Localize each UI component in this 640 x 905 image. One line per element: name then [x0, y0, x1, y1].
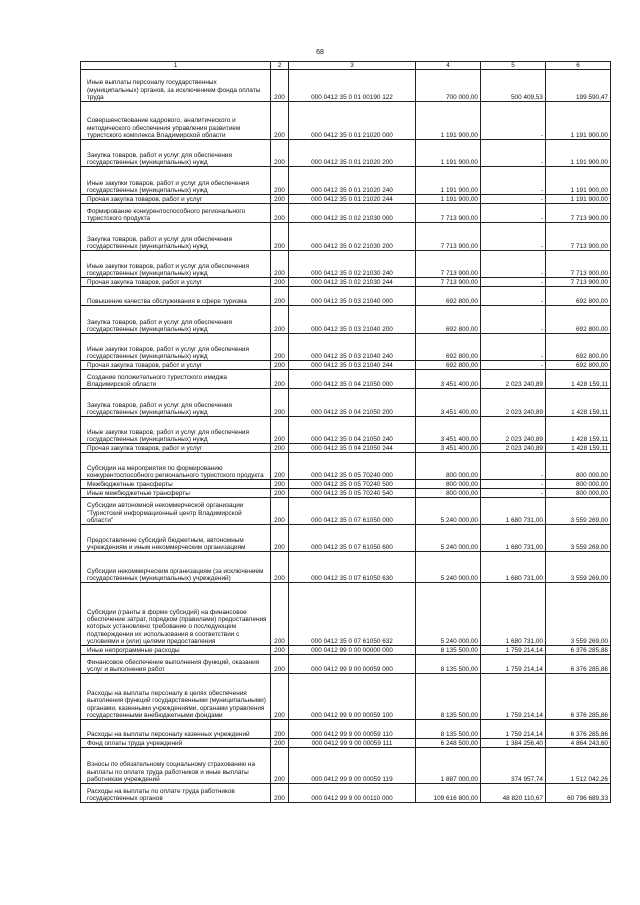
row-executed: -	[481, 223, 546, 251]
row-approved: 692 800,00	[416, 334, 481, 361]
row-name: Закупка товаров, работ и услуг для обеспечения государственных (муниципальных) нужд	[81, 223, 271, 251]
page-number: 68	[316, 49, 324, 56]
row-approved: 1 191 900,00	[416, 167, 481, 195]
row-name: Фонд оплаты труда учреждений	[81, 739, 271, 748]
table-row	[81, 489, 611, 498]
row-name: Иные выплаты персоналу государственных (муниципальных) органов, за исключением фонда оплаты труда	[81, 70, 271, 102]
row-budget-code: 000 0412 35 0 02 21030 240	[289, 251, 416, 278]
row-unexecuted: 6 376 285,86	[546, 655, 611, 674]
table-row	[81, 552, 611, 583]
row-name: Создание положительного туристского имиджа Владимирской области	[81, 370, 271, 389]
row-approved: 7 713 900,00	[416, 278, 481, 287]
row-name: Прочая закупка товаров, работ и услуг	[81, 278, 271, 287]
row-line-code: 200	[271, 498, 289, 525]
row-line-code: 200	[271, 784, 289, 803]
header-cell: 6	[546, 62, 611, 70]
row-budget-code: 000 0412 99 0 00 00000 000	[289, 646, 416, 655]
row-unexecuted: 1 191 900,00	[546, 195, 611, 204]
row-approved: 800 000,00	[416, 489, 481, 498]
row-approved: 1 191 900,00	[416, 140, 481, 167]
row-line-code: 200	[271, 287, 289, 306]
row-budget-code: 000 0412 35 0 01 21020 240	[289, 167, 416, 195]
row-budget-code: 000 0412 35 0 03 21040 240	[289, 334, 416, 361]
row-line-code: 200	[271, 739, 289, 748]
row-unexecuted: 7 713 900,00	[546, 251, 611, 278]
row-budget-code: 000 0412 35 0 05 70240 000	[289, 453, 416, 480]
row-unexecuted: 1 428 159,11	[546, 444, 611, 453]
row-executed: 48 820 110,67	[481, 784, 546, 803]
row-line-code: 200	[271, 444, 289, 453]
table-header-row	[81, 62, 611, 70]
row-executed: -	[481, 287, 546, 306]
row-executed: -	[481, 489, 546, 498]
row-line-code: 200	[271, 70, 289, 102]
row-line-code: 200	[271, 195, 289, 204]
row-unexecuted: 1 191 900,00	[546, 102, 611, 140]
header-cell: 5	[481, 62, 546, 70]
row-name: Прочая закупка товаров, работ и услуг	[81, 444, 271, 453]
header-cell: 2	[271, 62, 289, 70]
row-unexecuted: 800 000,00	[546, 489, 611, 498]
table-row	[81, 525, 611, 552]
table-row	[81, 444, 611, 453]
row-unexecuted: 6 376 285,86	[546, 646, 611, 655]
row-budget-code: 000 0412 35 0 07 61050 000	[289, 498, 416, 525]
row-unexecuted: 692 800,00	[546, 306, 611, 334]
table-row	[81, 498, 611, 525]
row-executed: -	[481, 167, 546, 195]
row-approved: 109 616 800,00	[416, 784, 481, 803]
row-unexecuted: 1 428 159,11	[546, 370, 611, 389]
row-unexecuted: 4 864 243,60	[546, 739, 611, 748]
row-name: Взносы по обязательному социальному страхованию на выплаты по оплате труда работников и иные выплаты работникам учреждений	[81, 748, 271, 784]
row-approved: 3 451 400,00	[416, 370, 481, 389]
row-line-code: 200	[271, 306, 289, 334]
row-executed: 1 680 731,00	[481, 498, 546, 525]
row-unexecuted: 800 000,00	[546, 453, 611, 480]
row-approved: 692 800,00	[416, 287, 481, 306]
header-cell: 3	[289, 62, 416, 70]
table-row	[81, 287, 611, 306]
row-approved: 700 000,00	[416, 70, 481, 102]
row-executed: 1 759 214,14	[481, 646, 546, 655]
row-executed: -	[481, 334, 546, 361]
row-approved: 3 451 400,00	[416, 417, 481, 444]
row-approved: 5 240 000,00	[416, 583, 481, 646]
row-unexecuted: 1 191 900,00	[546, 167, 611, 195]
row-executed: 1 680 731,00	[481, 525, 546, 552]
row-unexecuted: 6 376 285,86	[546, 674, 611, 720]
row-approved: 1 887 000,00	[416, 748, 481, 784]
row-name: Субсидии автономной некоммерческой организации "Туристский информационный центр Владимирской области"	[81, 498, 271, 525]
row-approved: 3 451 400,00	[416, 389, 481, 417]
budget-table	[80, 61, 611, 803]
row-approved: 5 240 000,00	[416, 552, 481, 583]
table-row	[81, 655, 611, 674]
row-unexecuted: 199 590,47	[546, 70, 611, 102]
row-line-code: 200	[271, 223, 289, 251]
row-name: Иные закупки товаров, работ и услуг для обеспечения государственных (муниципальных) нужд	[81, 251, 271, 278]
row-line-code: 200	[271, 453, 289, 480]
row-unexecuted: 7 713 900,00	[546, 204, 611, 223]
table-row	[81, 167, 611, 195]
table-row	[81, 646, 611, 655]
row-unexecuted: 60 796 689,33	[546, 784, 611, 803]
row-executed: 1 759 214,14	[481, 674, 546, 720]
row-executed: 1 759 214,14	[481, 720, 546, 739]
row-unexecuted: 3 559 269,00	[546, 498, 611, 525]
row-budget-code: 000 0412 35 0 04 21050 244	[289, 444, 416, 453]
row-executed: -	[481, 140, 546, 167]
row-budget-code: 000 0412 99 9 00 00059 110	[289, 720, 416, 739]
row-executed: 374 957,74	[481, 748, 546, 784]
table-row	[81, 334, 611, 361]
row-executed: -	[481, 195, 546, 204]
row-unexecuted: 7 713 900,00	[546, 223, 611, 251]
row-line-code: 200	[271, 489, 289, 498]
table-row	[81, 251, 611, 278]
row-approved: 7 713 900,00	[416, 223, 481, 251]
row-executed: 2 023 240,89	[481, 444, 546, 453]
row-budget-code: 000 0412 35 0 07 61050 600	[289, 525, 416, 552]
row-name: Закупка товаров, работ и услуг для обеспечения государственных (муниципальных) нужд	[81, 389, 271, 417]
row-name: Повышение качества обслуживания в сфере туризма	[81, 287, 271, 306]
row-unexecuted: 692 800,00	[546, 287, 611, 306]
row-budget-code: 000 0412 35 0 05 70240 540	[289, 489, 416, 498]
row-line-code: 200	[271, 583, 289, 646]
row-executed: 1 680 731,00	[481, 552, 546, 583]
row-approved: 800 000,00	[416, 453, 481, 480]
row-executed: 2 023 240,89	[481, 417, 546, 444]
row-name: Расходы на выплаты по оплате труда работников государственных органов	[81, 784, 271, 803]
row-approved: 800 000,00	[416, 480, 481, 489]
row-budget-code: 000 0412 35 0 04 21050 000	[289, 370, 416, 389]
table-row	[81, 674, 611, 720]
table-row	[81, 720, 611, 739]
row-line-code: 200	[271, 674, 289, 720]
table-row	[81, 480, 611, 489]
row-line-code: 200	[271, 361, 289, 370]
row-unexecuted: 7 713 900,00	[546, 278, 611, 287]
row-approved: 1 191 900,00	[416, 195, 481, 204]
row-approved: 7 713 900,00	[416, 251, 481, 278]
row-budget-code: 000 0412 35 0 02 21030 000	[289, 204, 416, 223]
row-executed: -	[481, 361, 546, 370]
row-unexecuted: 3 559 269,00	[546, 583, 611, 646]
row-executed: -	[481, 306, 546, 334]
row-line-code: 200	[271, 389, 289, 417]
row-executed: 2 023 240,89	[481, 389, 546, 417]
row-name: Иные непрограммные расходы	[81, 646, 271, 655]
row-approved: 1 191 900,00	[416, 102, 481, 140]
row-name: Формирование конкурентоспособного регионального туристского продукта	[81, 204, 271, 223]
row-line-code: 200	[271, 102, 289, 140]
row-unexecuted: 3 559 269,00	[546, 525, 611, 552]
row-name: Расходы на выплаты персоналу казенных учреждений	[81, 720, 271, 739]
row-approved: 6 248 500,00	[416, 739, 481, 748]
row-budget-code: 000 0412 35 0 04 21050 200	[289, 389, 416, 417]
row-budget-code: 000 0412 35 0 05 70240 500	[289, 480, 416, 489]
row-executed: -	[481, 278, 546, 287]
row-unexecuted: 1 428 159,11	[546, 389, 611, 417]
row-budget-code: 000 0412 35 0 03 21040 244	[289, 361, 416, 370]
row-budget-code: 000 0412 35 0 01 00190 122	[289, 70, 416, 102]
table-row	[81, 361, 611, 370]
table-row	[81, 306, 611, 334]
table-row	[81, 70, 611, 102]
row-line-code: 200	[271, 140, 289, 167]
row-approved: 8 135 500,00	[416, 655, 481, 674]
row-budget-code: 000 0412 35 0 03 21040 000	[289, 287, 416, 306]
row-name: Иные закупки товаров, работ и услуг для обеспечения государственных (муниципальных) нужд	[81, 167, 271, 195]
row-line-code: 200	[271, 552, 289, 583]
table-row	[81, 278, 611, 287]
row-unexecuted: 1 512 042,26	[546, 748, 611, 784]
row-name: Расходы на выплаты персоналу в целях обеспечения выполнения функций государственными (муниципальными) органами, казенными учреждениями, органами управления государственными внебюджетными фондами	[81, 674, 271, 720]
table-row	[81, 140, 611, 167]
row-approved: 692 800,00	[416, 361, 481, 370]
table-row	[81, 748, 611, 784]
row-approved: 5 240 000,00	[416, 498, 481, 525]
row-name: Субсидии (гранты в форме субсидий) на финансовое обеспечение затрат, порядком (правилами) предоставления которых установлено требование о последующем подтверждении их использования в соответствии с условиями и (или) целями предоставления	[81, 583, 271, 646]
table-row	[81, 204, 611, 223]
table-row	[81, 739, 611, 748]
row-name: Предоставление субсидий бюджетным, автономным учреждениям и иным некоммерческим организациям	[81, 525, 271, 552]
row-line-code: 200	[271, 278, 289, 287]
row-line-code: 200	[271, 334, 289, 361]
row-budget-code: 000 0412 35 0 01 21020 244	[289, 195, 416, 204]
row-line-code: 200	[271, 720, 289, 739]
row-name: Закупка товаров, работ и услуг для обеспечения государственных (муниципальных) нужд	[81, 140, 271, 167]
row-budget-code: 000 0412 35 0 07 61050 630	[289, 552, 416, 583]
row-unexecuted: 692 800,00	[546, 334, 611, 361]
row-executed: 1 680 731,00	[481, 583, 546, 646]
table-row	[81, 417, 611, 444]
row-line-code: 200	[271, 748, 289, 784]
row-name: Финансовое обеспечение выполнения функций, оказания услуг и выполнения работ	[81, 655, 271, 674]
row-budget-code: 000 0412 99 9 00 00059 000	[289, 655, 416, 674]
row-name: Иные межбюджетные трансферты	[81, 489, 271, 498]
row-approved: 8 135 500,00	[416, 646, 481, 655]
row-approved: 7 713 900,00	[416, 204, 481, 223]
row-name: Субсидии на мероприятия по формированию конкурентоспособного регионального туристского продукта	[81, 453, 271, 480]
row-unexecuted: 800 000,00	[546, 480, 611, 489]
row-budget-code: 000 0412 35 0 02 21030 200	[289, 223, 416, 251]
row-budget-code: 000 0412 35 0 07 61050 632	[289, 583, 416, 646]
row-approved: 692 800,00	[416, 306, 481, 334]
row-executed: 1 384 256,40	[481, 739, 546, 748]
row-approved: 8 135 500,00	[416, 674, 481, 720]
row-name: Субсидии некоммерческим организациям (за исключением государственных (муниципальных) учреждений)	[81, 552, 271, 583]
header-cell: 4	[416, 62, 481, 70]
row-approved: 3 451 400,00	[416, 444, 481, 453]
row-executed: 2 023 240,89	[481, 370, 546, 389]
row-unexecuted: 1 191 900,00	[546, 140, 611, 167]
table-row	[81, 784, 611, 803]
row-budget-code: 000 0412 35 0 01 21020 200	[289, 140, 416, 167]
row-line-code: 200	[271, 204, 289, 223]
row-executed: 500 409,53	[481, 70, 546, 102]
row-approved: 8 135 500,00	[416, 720, 481, 739]
row-budget-code: 000 0412 35 0 03 21040 200	[289, 306, 416, 334]
row-name: Совершенствование кадрового, аналитического и методического обеспечения управления развитием туристского комплекса Владимирской области	[81, 102, 271, 140]
row-unexecuted: 1 428 159,11	[546, 417, 611, 444]
row-name: Иные закупки товаров, работ и услуг для обеспечения государственных (муниципальных) нужд	[81, 417, 271, 444]
row-budget-code: 000 0412 99 9 00 00059 100	[289, 674, 416, 720]
row-line-code: 200	[271, 417, 289, 444]
row-approved: 5 240 000,00	[416, 525, 481, 552]
row-line-code: 200	[271, 251, 289, 278]
header-cell: 1	[81, 62, 271, 70]
table-row	[81, 102, 611, 140]
table-row	[81, 583, 611, 646]
table-row	[81, 223, 611, 251]
row-line-code: 200	[271, 167, 289, 195]
table-row	[81, 195, 611, 204]
row-budget-code: 000 0412 35 0 02 21030 244	[289, 278, 416, 287]
row-executed: -	[481, 251, 546, 278]
row-budget-code: 000 0412 35 0 04 21050 240	[289, 417, 416, 444]
table-row	[81, 389, 611, 417]
row-name: Закупка товаров, работ и услуг для обеспечения государственных (муниципальных) нужд	[81, 306, 271, 334]
row-name: Межбюджетные трансферты	[81, 480, 271, 489]
table-row	[81, 370, 611, 389]
row-budget-code: 000 0412 99 9 00 00059 119	[289, 748, 416, 784]
row-budget-code: 000 0412 35 0 01 21020 000	[289, 102, 416, 140]
row-unexecuted: 6 376 285,86	[546, 720, 611, 739]
row-name: Иные закупки товаров, работ и услуг для обеспечения государственных (муниципальных) нужд	[81, 334, 271, 361]
row-budget-code: 000 0412 99 9 00 00110 000	[289, 784, 416, 803]
row-executed: -	[481, 453, 546, 480]
row-executed: 1 759 214,14	[481, 655, 546, 674]
row-budget-code: 000 0412 99 9 00 00059 111	[289, 739, 416, 748]
row-executed: -	[481, 204, 546, 223]
row-line-code: 200	[271, 525, 289, 552]
row-executed: -	[481, 102, 546, 140]
row-line-code: 200	[271, 480, 289, 489]
row-name: Прочая закупка товаров, работ и услуг	[81, 361, 271, 370]
row-executed: -	[481, 480, 546, 489]
row-name: Прочая закупка товаров, работ и услуг	[81, 195, 271, 204]
row-line-code: 200	[271, 655, 289, 674]
row-unexecuted: 692 800,00	[546, 361, 611, 370]
row-line-code: 200	[271, 646, 289, 655]
table-row	[81, 453, 611, 480]
row-unexecuted: 3 559 269,00	[546, 552, 611, 583]
row-line-code: 200	[271, 370, 289, 389]
